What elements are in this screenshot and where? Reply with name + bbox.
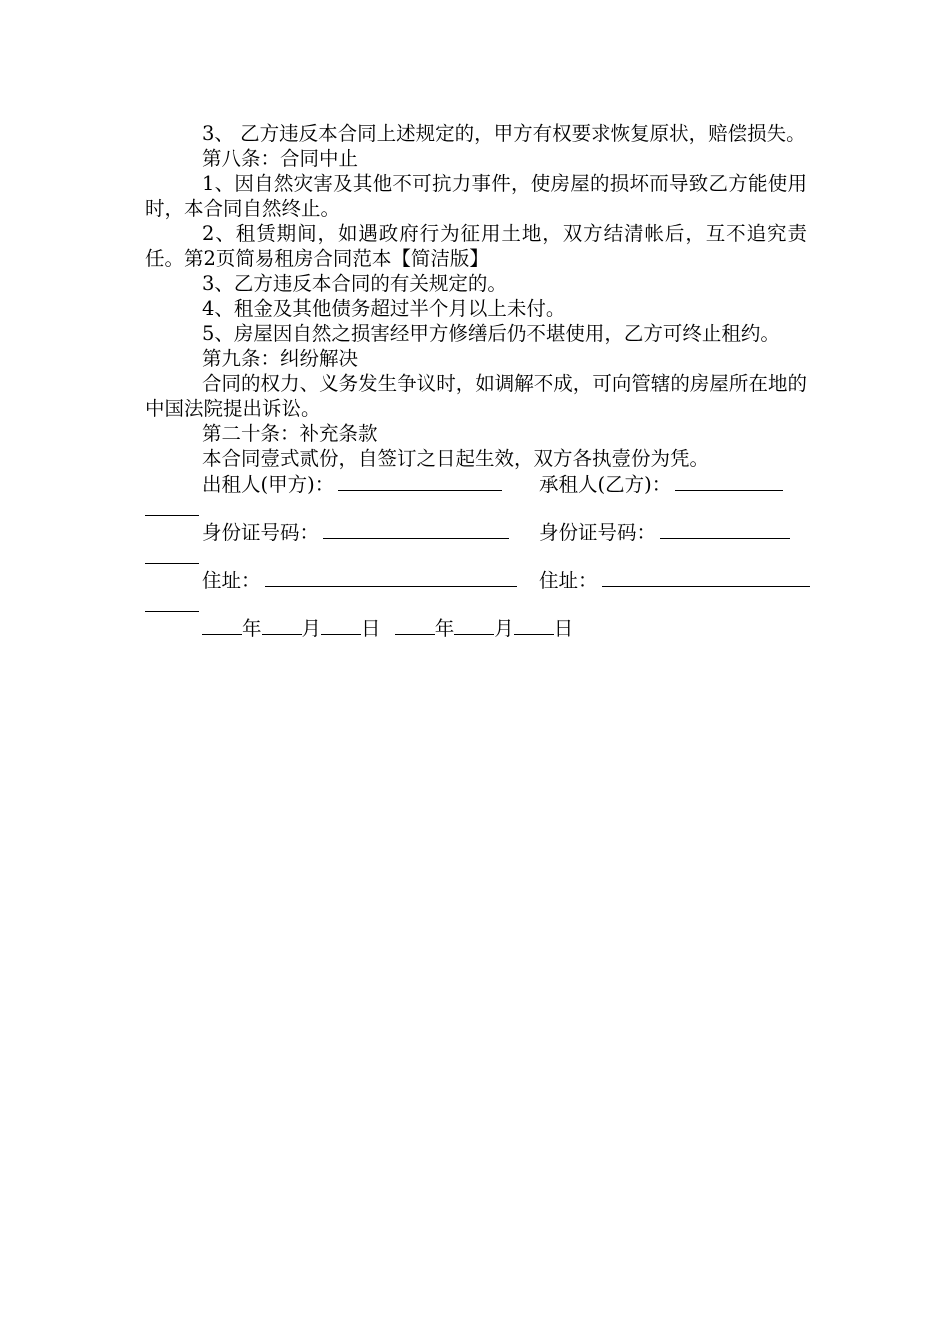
section-heading: 第九条：纠纷解决 bbox=[202, 347, 359, 370]
lessor-blank[interactable] bbox=[338, 471, 502, 491]
paragraph: 4、租金及其他债务超过半个月以上未付。 bbox=[202, 297, 566, 320]
lessee-field bbox=[539, 471, 783, 497]
paragraph: 5、房屋因自然之损害经甲方修缮后仍不堪使用，乙方可终止租约。 bbox=[202, 322, 780, 345]
signature-row-address bbox=[145, 567, 807, 615]
id-field-a bbox=[202, 519, 509, 545]
lessor-label: 出租人(甲方)： bbox=[202, 473, 335, 496]
lessor-field bbox=[202, 471, 502, 497]
lessee-blank[interactable] bbox=[675, 471, 783, 491]
signature-row-lessor bbox=[145, 471, 807, 519]
month-label-a: 月 bbox=[301, 617, 322, 640]
month-blank-a[interactable] bbox=[262, 615, 302, 635]
year-blank-a[interactable] bbox=[202, 615, 242, 635]
section-heading: 第二十条：补充条款 bbox=[202, 422, 378, 445]
day-label-b: 日 bbox=[553, 617, 574, 640]
day-label-a: 日 bbox=[361, 617, 381, 640]
lessee-label: 承租人(乙方)： bbox=[539, 473, 672, 496]
paragraph: 1、因自然灾害及其他不可抗力事件，使房屋的损坏而导致乙方能使用时，本合同自然终止。 bbox=[145, 172, 807, 220]
paragraph: 本合同壹式贰份，自签订之日起生效，双方各执壹份为凭。 bbox=[202, 447, 710, 470]
id-blank-a[interactable] bbox=[323, 519, 509, 539]
date-line bbox=[145, 615, 807, 641]
address-blank-b[interactable] bbox=[602, 567, 810, 587]
year-blank-b[interactable] bbox=[395, 615, 435, 635]
day-blank-a[interactable] bbox=[321, 615, 361, 635]
paragraph: 2、租赁期间，如遇政府行为征用土地，双方结清帐后，互不追究责任。第2页简易租房合同范本【简洁版】 bbox=[145, 222, 807, 270]
id-label-b: 身份证号码： bbox=[539, 521, 657, 544]
day-blank-b[interactable] bbox=[514, 615, 554, 635]
document-page bbox=[145, 121, 807, 641]
year-label-b: 年 bbox=[434, 617, 455, 640]
address-field-b bbox=[539, 567, 810, 593]
signature-row-id bbox=[145, 519, 807, 567]
section-heading: 第八条：合同中止 bbox=[202, 147, 359, 170]
address-blank-a[interactable] bbox=[265, 567, 517, 587]
month-blank-b[interactable] bbox=[454, 615, 494, 635]
paragraph: 3、 乙方违反本合同上述规定的，甲方有权要求恢复原状，赔偿损失。 bbox=[202, 122, 806, 145]
id-field-b bbox=[539, 519, 790, 545]
month-label-b: 月 bbox=[494, 617, 514, 640]
address-label-b: 住址： bbox=[539, 569, 598, 592]
address-blank-continued bbox=[145, 592, 199, 618]
paragraph: 3、乙方违反本合同的有关规定的。 bbox=[202, 272, 507, 295]
id-blank-b[interactable] bbox=[660, 519, 790, 539]
paragraph: 合同的权力、义务发生争议时，如调解不成，可向管辖的房屋所在地的中国法院提出诉讼。 bbox=[145, 372, 807, 420]
address-label-a: 住址： bbox=[202, 569, 261, 592]
year-label-a: 年 bbox=[242, 617, 262, 640]
id-label-a: 身份证号码： bbox=[202, 521, 320, 544]
address-field-a bbox=[202, 567, 517, 593]
